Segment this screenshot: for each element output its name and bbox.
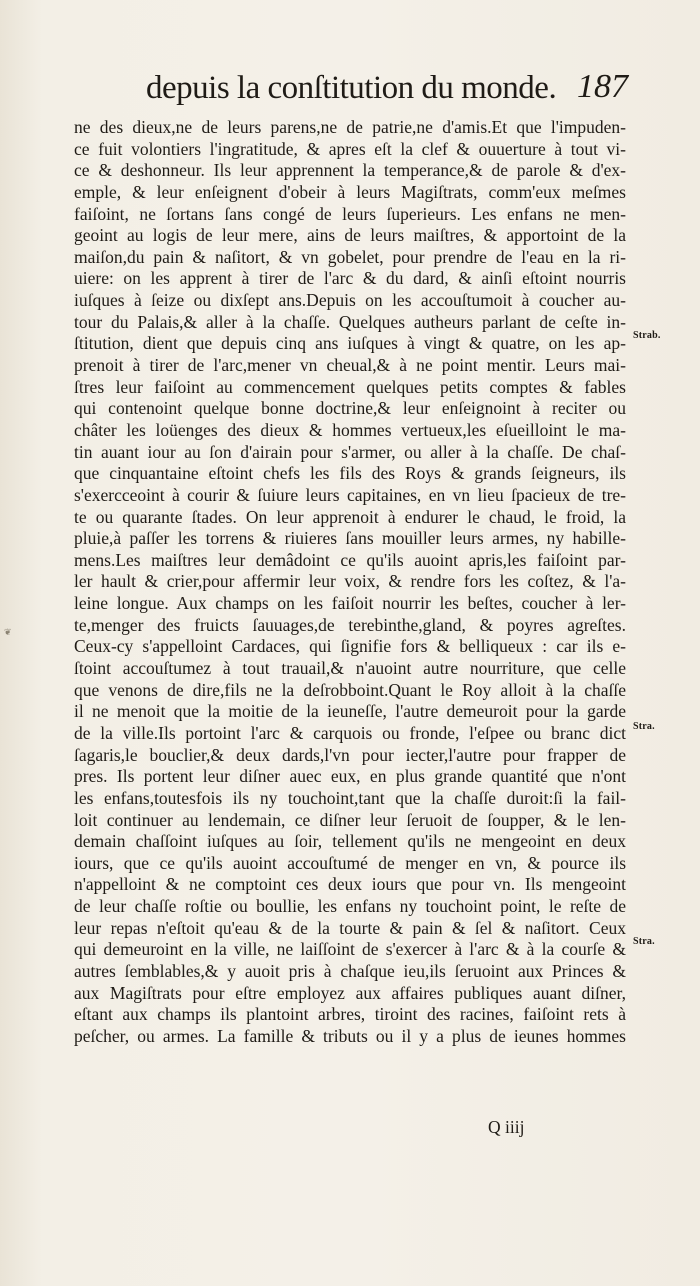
text-line: ne des dieux,ne de leurs parens,ne de patrie,ne d'amis.Et que l'impuden- <box>74 117 626 137</box>
text-line: tour du Palais,& aller à la chaſſe. Quelques autheurs parlant de ceſte in- <box>74 311 626 332</box>
text-line: que venons de dire,fils ne la deſrobboint.Quant le Roy alloit à la chaſſe <box>74 679 626 700</box>
text-line: ler hault & crier,pour affermir leur voix, & rendre fors les coſtez, & l'a- <box>74 571 626 592</box>
text-line: tin auant iour au ſon d'airain pour s'armer, ou aller à la chaſſe. De chaſ- <box>74 441 626 462</box>
body-text <box>74 117 626 1048</box>
text-line: maiſon,du pain & naſitort, & vn gobelet, pour prendre de l'eau en la ri- <box>74 246 626 267</box>
text-line: leur repas n'eſtoit qu'eau & de la tourte & pain & ſel & naſitort. Ceux <box>74 917 626 938</box>
text-line: iuſques à ſeize ou dixſept ans.Depuis on les accouſtumoit à coucher au- <box>74 290 626 311</box>
text-line: iours, que ce qu'ils auoint accouſtumé de menger en vn, & pource ils <box>74 852 626 873</box>
text-line: ſtres leur faiſoint au commencement quelques petits comptes & fables <box>74 376 626 397</box>
margin-note-strab: Strab. <box>633 330 661 341</box>
text-line: châter les loüenges des dieux & hommes vertueux,les eſueilloint le ma- <box>74 419 626 440</box>
text-line: loit continuer au lendemain, ce diſner leur ſeruoit de ſoupper, & le len- <box>74 809 626 830</box>
text-line: les enfans,toutesfois ils ny touchoint,tant que la chaſſe duroit:ſi la fail- <box>74 787 626 808</box>
catchword-row <box>74 1117 626 1141</box>
text-line: eſtant aux champs ils plantoint arbres, tiroint des racines, faiſoint rets à <box>74 1004 626 1025</box>
text-line: leine longue. Aux champs on les faiſoit nourrir les beſtes, coucher à ler- <box>74 593 626 614</box>
margin-note-stra: Stra. <box>633 721 655 732</box>
text-line: aux Magiſtrats pour eſtre employez aux affaires publiques auant diſner, <box>74 982 626 1003</box>
text-line: te ou quarante ſtades. On leur apprenoit à endurer le chaud, le froid, la <box>74 506 626 527</box>
running-title: depuis la conſtitution du monde. <box>146 70 557 106</box>
text-line: uiere: on les apprent à tirer de l'arc & du dard, & ainſi eſtoint nourris <box>74 268 626 289</box>
text-line: autres ſemblables,& y auoit pris à chaſque ieu,ils ſeruoint aux Princes & <box>74 960 626 981</box>
text-line: demain chaſſoint iuſques au ſoir, tellement qu'ils ne mengeoint en deux <box>74 831 626 852</box>
text-line: pluie,à paſſer les torrens & riuieres ſans mouiller leurs armes, ny habille- <box>74 528 626 549</box>
text-line: prenoit à tirer de l'arc,mener vn cheual,& à ne point mentir. Leurs mai- <box>74 355 626 376</box>
text-line: ce fuit volontiers l'ingratitude, & apres eſt la clef & ouuerture à tout vi- <box>74 138 626 159</box>
page-number: 187 <box>577 68 628 105</box>
margin-note-stra: Stra. <box>633 936 655 947</box>
text-line: peſcher, ou armes. La famille & tributs ou il y a plus de ieunes hommes <box>74 1025 626 1046</box>
text-line: ſtoint accouſtumez à tout trauail,& n'auoint autre nourriture, que celle <box>74 658 626 679</box>
text-line: mens.Les maiſtres leur demâdoint ce qu'ils auoint apris,les faiſoint par- <box>74 549 626 570</box>
text-line: il ne menoit que la moitie de la ieuneſſe, l'autre demeuroit pour la garde <box>74 701 626 722</box>
text-line: te,menger des fruicts ſauuages,de terebinthe,gland, & poyres agreſtes. <box>74 614 626 635</box>
signature-mark: Q iiij <box>488 1117 525 1137</box>
page-header <box>146 70 636 114</box>
text-line: geoint au logis de leur mere, ains de leurs maiſtres, & apportoint de la <box>74 225 626 246</box>
text-line: pres. Ils portent leur diſner auec eux, en plus grande quantité que n'ont <box>74 766 626 787</box>
margin-ornament: ❦ <box>4 627 12 637</box>
text-line: que cinquantaine eſtoint chefs les fils des Roys & grands ſeigneurs, ils <box>74 463 626 484</box>
text-line: n'appelloint & ne comptoint ces deux iours que pour vn. Ils mengeoint <box>74 874 626 895</box>
text-line: faiſoint, ne ſortans ſans congé de leurs ſuperieurs. Les enfans ne men- <box>74 203 626 224</box>
text-line: s'exercceoint à courir & ſuiure leurs capitaines, en vn lieu ſpacieux de tre- <box>74 484 626 505</box>
text-line: ce & deshonneur. Ils leur apprennent la temperance,& de parole & d'ex- <box>74 160 626 181</box>
text-line: Ceux-cy s'appelloint Cardaces, qui ſignifie fors & belliqueux : car ils e- <box>74 636 626 657</box>
text-line: ſtitution, dient que depuis cinq ans iuſques à vingt & quatre, on les ap- <box>74 333 626 354</box>
text-line: de leur chaſſe roſtie ou boullie, les enfans ny touchoint point, le reſte de <box>74 896 626 917</box>
text-line: ſagaris,le bouclier,& deux dards,l'vn pour iecter,l'autre pour frapper de <box>74 744 626 765</box>
text-line: emple, & leur enſeignent d'obeir à leurs Magiſtrats, comm'eux meſmes <box>74 181 626 202</box>
text-line: qui demeuroint en la ville, ne laiſſoint de s'exercer à l'arc & à la courſe & <box>74 939 626 960</box>
text-line: qui contenoint quelque bonne doctrine,& leur enſeignoint à reciter ou <box>74 398 626 419</box>
text-line: de la ville.Ils portoint l'arc & carquois ou fronde, l'eſpee ou branc dict <box>74 722 626 743</box>
